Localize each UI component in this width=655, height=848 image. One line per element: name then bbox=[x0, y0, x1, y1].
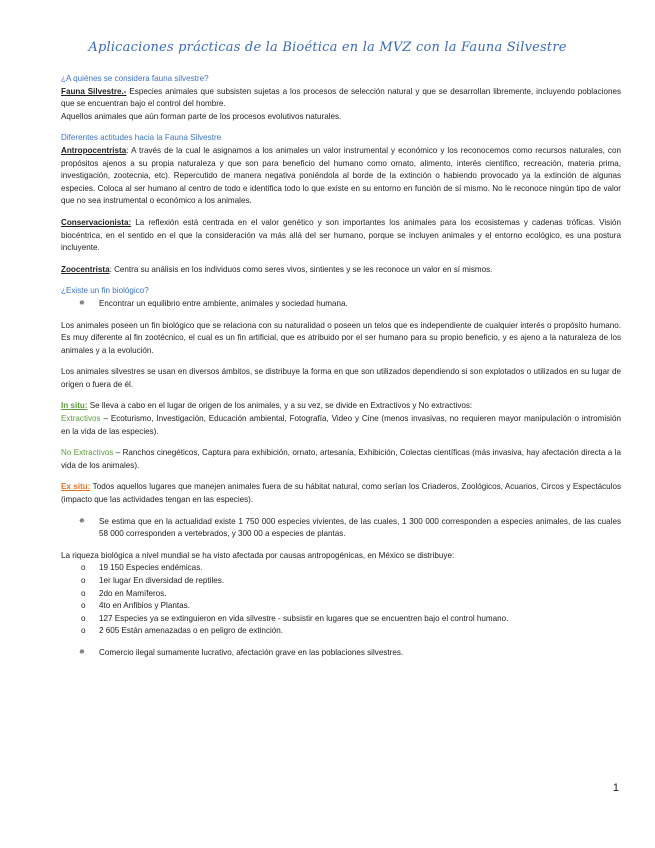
paragraph-silvestres: Los animales silvestres se usan en diversos ámbitos, se distribuye la forma en que son utilizados dependiendo si son explotados o utilizados en su lugar de origen o fuera de él. bbox=[61, 367, 621, 389]
circle-bullet-icon: o bbox=[81, 563, 86, 573]
document-title: Aplicaciones prácticas de la Bioética en la MVZ con la Fauna Silvestre bbox=[88, 40, 567, 55]
circle-bullet-icon: o bbox=[81, 613, 86, 623]
bullet-comercio-text: Comercio ilegal sumamente lucrativo, afectación grave en las poblaciones silvestres. bbox=[99, 647, 404, 657]
term-zoocentrista: Zoocentrista bbox=[61, 264, 110, 274]
circle-bullet-icon: o bbox=[81, 626, 86, 636]
term-antropocentrista: Antropocentrista bbox=[61, 145, 127, 155]
paragraph-ex-situ bbox=[61, 481, 621, 506]
text-no-extractivos: – Ranchos cinegéticos, Captura para exhibición, ornato, artesanía, Exhibición, Colectas científicas (más invasiva, hay afectación directa a la vida de los animales). bbox=[61, 448, 621, 470]
star-bullet-icon: ✵ bbox=[79, 517, 85, 525]
text-in-situ: Se lleva a cabo en el lugar de origen de los animales, y a su vez, se divide en Extractivos y No extractivos: bbox=[87, 401, 473, 411]
circle-bullet-icon: o bbox=[81, 601, 86, 611]
document-body bbox=[61, 73, 621, 660]
paragraph-antropocentrista bbox=[61, 145, 621, 208]
question-fauna: ¿A quiénes se considera fauna silvestre? bbox=[61, 74, 209, 83]
list-item: o 4to en Anfibios y Plantas. bbox=[61, 600, 621, 613]
list-item: o 2do en Mamíferos. bbox=[61, 588, 621, 601]
term-extractivos: Extractivos bbox=[61, 414, 101, 424]
mexico-list bbox=[61, 562, 621, 638]
circle-bullet-icon: o bbox=[81, 576, 86, 585]
bullet-equilibrio-text: Encontrar un equilibrio entre ambiente, animales y sociedad humana. bbox=[99, 298, 348, 308]
term-conservacionista: Conservacionista: bbox=[61, 217, 132, 227]
heading-actitudes: Diferentes actitudes hacia la Fauna Silvestre bbox=[61, 133, 222, 143]
list-item: o 19 150 Especies endémicas. bbox=[61, 562, 621, 575]
term-in-situ: In situ: bbox=[61, 401, 88, 411]
text-extractivos: – Ecoturismo, Investigación, Educación ambiental, Fotografía, Video y Cine (menos invasivas, no requieren mayor manipulación o intromisión en la vida de las especies). bbox=[61, 414, 621, 436]
paragraph-extractivos bbox=[61, 413, 621, 438]
paragraph-fin-biologico: Los animales poseen un fin biológico que se relaciona con su naturalidad o poseen un telos que es independiente de cualquier interés o propósito humano. Es muy diferente al fin zootécnico, el cual es un fin artificial, que es atribuido por el ser humano para su propio beneficio, y es ajeno a la naturaleza de los animales y a la evolución. bbox=[61, 320, 621, 355]
question-fin-biologico: ¿Existe un fin biológico? bbox=[61, 286, 149, 296]
term-fauna: Fauna Silvestre.- bbox=[61, 86, 127, 96]
paragraph-no-extractivos bbox=[61, 447, 621, 472]
paragraph-fauna-def bbox=[61, 86, 621, 111]
text-zoocentrista: : Centra su análisis en los individuos como seres vivos, sintientes y se les reconoce un valor en sí mismos. bbox=[109, 264, 493, 274]
paragraph-in-situ bbox=[61, 400, 621, 413]
bullet-especies-text: Se estima que en la actualidad existe 1 750 000 especies vivientes, de las cuales, 1 300 000 corresponden a especies animales, de las cuales 58 000 corresponden a vertebrados, y 300 00 a especies de plantas. bbox=[99, 516, 621, 539]
term-ex-situ: Ex situ: bbox=[61, 482, 91, 492]
circle-bullet-icon: o bbox=[81, 588, 86, 598]
bullet-equilibrio bbox=[61, 298, 621, 311]
term-no-extractivos: No Extractivos bbox=[61, 448, 114, 458]
paragraph-zoocentrista bbox=[61, 264, 621, 277]
paragraph-fauna-def2: Aquellos animales que aún forman parte de los procesos evolutivos naturales. bbox=[61, 111, 342, 121]
list-item: o 2 605 Están amenazadas o en peligro de extinción. bbox=[61, 625, 621, 638]
star-bullet-icon: ✵ bbox=[79, 648, 85, 656]
list-item: o 1er lugar En diversidad de reptiles. bbox=[61, 575, 621, 588]
paragraph-riqueza: La riqueza biológica a nivel mundial se ha visto afectada por causas antropogénicas, en México se distribuye: bbox=[61, 550, 455, 560]
star-bullet-icon: ✵ bbox=[79, 299, 85, 307]
bullet-especies bbox=[61, 516, 621, 541]
bullet-comercio bbox=[61, 647, 621, 660]
list-item: o 127 Especies ya se extinguieron en vida silvestre - subsistir en lugares que se encuentren bajo el control humano. bbox=[61, 613, 621, 626]
paragraph-conservacionista bbox=[61, 217, 621, 255]
text-antropocentrista: : A través de la cual le asignamos a los animales un valor instrumental y económico y los reconocemos como recursos naturales, con propósitos ajenos a su propia naturaleza y que son para beneficio del humano como ornato, alimento, interés científico, recreación, materia prima, investigación, zootecnia, etc). Repercutido de manera negativa poniéndola al borde de la extinción o habiendo provocado ya la extinción de algunas especies. Coloca al ser humano al centro de todo e identifica todo lo que existe en su entorno en función de sí mismo. No le reconoce ningún tipo de valor que no sea instrumental o económico a los animales. bbox=[61, 145, 621, 206]
text-fauna: Especies animales que subsisten sujetas a los procesos de selección natural y que se desarrollan libremente, incluyendo poblaciones que se encuentran bajo el control del hombre. bbox=[61, 86, 621, 109]
text-ex-situ: Todos aquellos lugares que manejen animales fuera de su hábitat natural, como serían los Criaderos, Zoológicos, Acuarios, Circos y Espectáculos (impacto que las actividades tengan en las especies). bbox=[61, 482, 621, 505]
text-conservacionista: La reflexión está centrada en el valor genético y son importantes los animales para los ecosistemas y cadenas tróficas. Visión biocéntrica, en el sentido en el que la consideración va más allá del ser humano, porque se incluyen animales y el entorno ecológico, es una postura incluyente. bbox=[61, 217, 621, 253]
page-number: 1 bbox=[612, 782, 619, 794]
